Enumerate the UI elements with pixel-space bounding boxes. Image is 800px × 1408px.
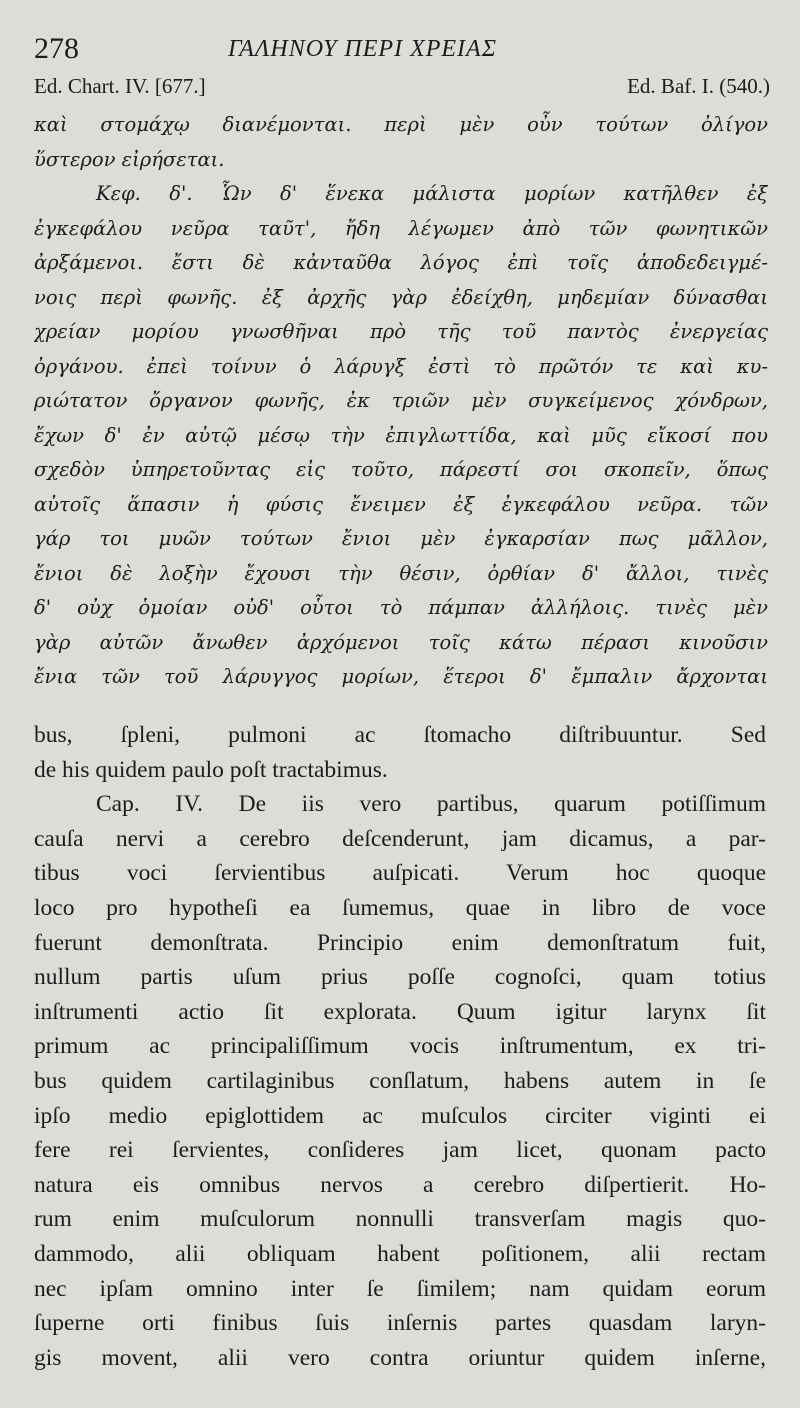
greek-line: χρείαν μορίου γνωσθῆναι πρὸ τῆς τοῦ παντὸς ἐνεργείας [34,320,768,343]
latin-line: Cap. IV. De iis vero partibus, quarum potiſſimum [96,791,766,818]
edition-reference-basel: Ed. Baf. I. (540.) [627,74,770,98]
page-number: 278 [34,32,79,65]
greek-line: αὐτοῖς ἅπασιν ἡ φύσις ἔνειμεν ἐξ ἐγκεφάλου νεῦρα. τῶν [34,492,768,516]
greek-line: ριώτατον ὄργανον φωνῆς, ἐκ τριῶν μὲν συγκείμενος χόνδρων, [34,389,768,412]
latin-line: dammodo, alii obliquam habent poſitionem, alii rectam [34,1240,766,1267]
greek-line: ἀρξάμενοι. ἔστι δὲ κἀνταῦθα λόγος ἐπὶ τοῖς ἀποδεδειγμέ- [34,251,768,274]
edition-reference-chart: Ed. Chart. IV. [677.] [34,74,206,98]
latin-line: primum ac principaliſſimum vocis inſtrumentum, ex tri- [34,1033,766,1060]
latin-line: de his quidem paulo poſt tractabimus. [34,756,388,783]
running-title: ΓΑΛΗΝΟΥ ΠΕΡΙ ΧΡΕΙΑΣ [228,36,497,62]
greek-line: ἐγκεφάλου νεῦρα ταῦτ', ἤδη λέγωμεν ἀπὸ τῶν φωνητικῶν [34,216,768,240]
latin-line: ſuperne orti finibus ſuis inſernis partes quasdam laryn- [34,1310,766,1337]
greek-line: γάρ τοι μυῶν τούτων ἔνιοι μὲν ἐγκαρσίαν πως μᾶλλον, [34,527,768,550]
greek-line: σχεδὸν ὑπηρετοῦντας εἰς τοῦτο, πάρεστί σοι σκοπεῖν, ὅπως [34,458,768,481]
greek-line: νοις περὶ φωνῆς. ἐξ ἀρχῆς γὰρ ἐδείχθη, μηδεμίαν δύνασθαι [34,285,768,309]
latin-line: ipſo medio epiglottidem ac muſculos circiter viginti ei [34,1102,766,1129]
latin-line: fere rei ſervientes, conſideres jam licet, quonam pacto [34,1137,766,1164]
greek-line: Κεφ. δ'. Ὧν δ' ἕνεκα μάλιστα μορίων κατῆλθεν ἐξ [96,182,768,205]
greek-text-block [34,108,768,695]
greek-line: ἔνιοι δὲ λοξὴν ἔχουσι τὴν θέσιν, ὀρθίαν δ' ἄλλοι, τινὲς [34,561,768,585]
latin-line: natura eis omnibus nervos a cerebro diſpertierit. Ho- [34,1171,766,1198]
greek-line: γὰρ αὐτῶν ἄνωθεν ἀρχόμενοι τοῖς κάτω πέρασι κινοῦσιν [34,630,768,654]
latin-line: gis movent, alii vero contra oriuntur quidem inſerne, [34,1344,766,1371]
greek-line: καὶ στομάχῳ διανέμονται. περὶ μὲν οὖν τούτων ὀλίγον [34,113,768,136]
latin-line: loco pro hypotheſi ea ſumemus, quae in libro de voce [34,894,766,921]
page-header [34,32,770,68]
greek-line: δ' οὐχ ὁμοίαν οὐδ' οὗτοι τὸ πάμπαν ἀλλήλοις. τινὲς μὲν [34,596,768,619]
latin-line: rum enim muſculorum nonnulli transverſam magis quo- [34,1206,766,1233]
latin-text-block [34,718,766,1375]
latin-line: inſtrumenti actio ſit explorata. Quum igitur larynx ſit [34,998,766,1025]
greek-line: ὕστερον εἰρήσεται. [34,147,225,171]
greek-line: ἔνια τῶν τοῦ λάρυγγος μορίων, ἕτεροι δ' ἔμπαλιν ἄρχονται [34,665,768,688]
latin-line: nec ipſam omnino inter ſe ſimilem; nam quidam eorum [34,1275,766,1302]
latin-line: nullum partis uſum prius poſſe cognoſci, quam totius [34,964,766,991]
latin-line: bus, ſpleni, pulmoni ac ſtomacho diſtribuuntur. Sed [34,722,766,748]
greek-line: ὀργάνου. ἐπεὶ τοίνυν ὁ λάρυγξ ἐστὶ τὸ πρῶτόν τε καὶ κυ- [34,354,768,378]
latin-line: fuerunt demonſtrata. Principio enim demonſtratum fuit, [34,929,766,956]
edition-references [34,74,770,104]
latin-line: bus quidem cartilaginibus conſlatum, habens autem in ſe [34,1067,766,1094]
greek-line: ἔχων δ' ἐν αὐτῷ μέσῳ τὴν ἐπιγλωττίδα, καὶ μῦς εἴκοσί που [34,423,768,447]
latin-line: tibus voci ſervientibus auſpicati. Verum hoc quoque [34,860,766,887]
latin-line: cauſa nervi a cerebro deſcenderunt, jam dicamus, a par- [34,825,766,852]
